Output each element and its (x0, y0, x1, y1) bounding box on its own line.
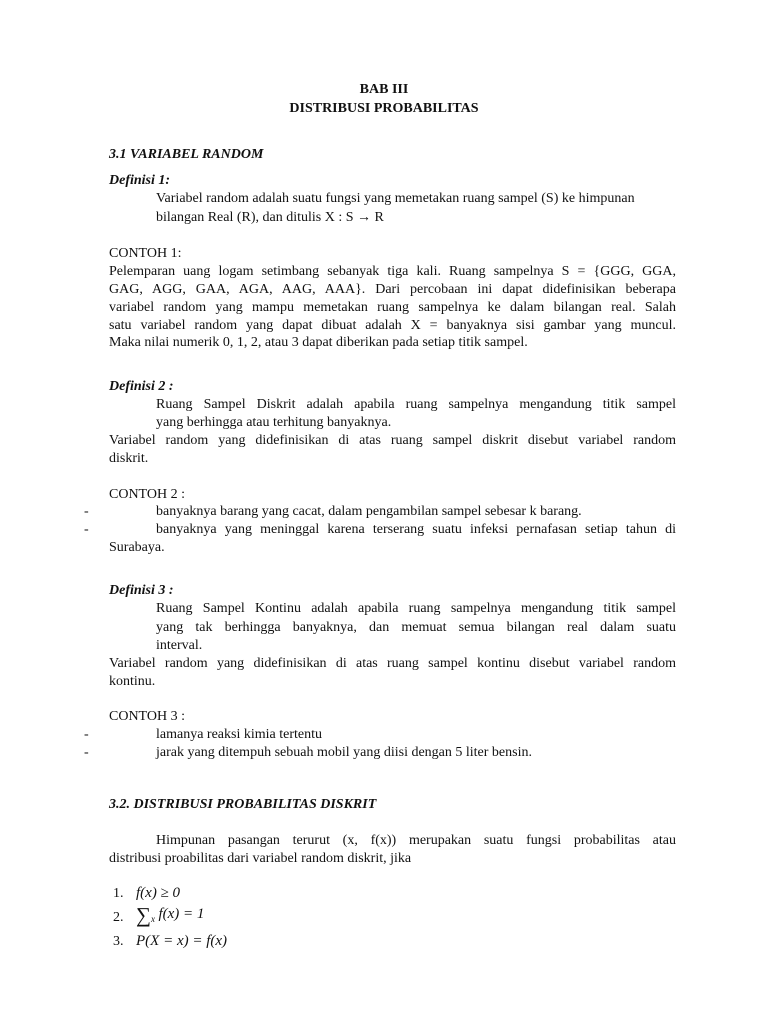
definition-2-label: Definisi 2 : (109, 379, 174, 394)
chapter-title: DISTRIBUSI PROBABILITAS (289, 101, 479, 116)
summation-sign: ∑ (136, 903, 151, 927)
definition-3-line-3: interval. (156, 638, 203, 653)
definition-2-line-3: Variabel random yang didefinisikan di atas ruang sampel diskrit disebut variabel random (109, 433, 676, 448)
example-1-line-5: Maka nilai numerik 0, 1, 2, atau 3 dapat diberikan pada setiap titik sampel. (109, 335, 528, 350)
example-2-item-2-line-1: banyaknya yang meninggal karena terserang suatu infeksi pernafasan setiap tahun di (156, 522, 676, 537)
definition-3-line-4: Variabel random yang didefinisikan di atas ruang sampel kontinu disebut variabel random (109, 656, 676, 671)
condition-1-number: 1. (113, 886, 124, 901)
condition-2-number: 2. (113, 910, 124, 925)
example-1-line-2: GAG, AGG, GAA, AGA, AAG, AAA}. Dari percobaan ini dapat didefinisikan beberapa (109, 282, 676, 297)
section-heading-distribusi-diskrit: 3.2. DISTRIBUSI PROBABILITAS DISKRIT (109, 797, 377, 812)
chapter-number: BAB III (359, 82, 409, 97)
condition-2-formula: f(x) = 1 (158, 906, 205, 923)
definition-2-line-2: yang berhingga atau terhitung banyaknya. (156, 415, 392, 430)
summation-index: x (150, 914, 155, 925)
example-3-bullet-2: - (84, 745, 89, 760)
definition-3-line-1: Ruang Sampel Kontinu adalah apabila ruang sampelnya mengandung titik sampel (156, 601, 676, 616)
definition-3-label: Definisi 3 : (109, 583, 174, 598)
example-2-item-2-line-2: Surabaya. (109, 540, 165, 555)
section-2-paragraph-line-1: Himpunan pasangan terurut (x, f(x)) merupakan suatu fungsi probabilitas atau (156, 833, 676, 848)
example-3-item-2: jarak yang ditempuh sebuah mobil yang diisi dengan 5 liter bensin. (156, 745, 532, 760)
example-2-item-1: banyaknya barang yang cacat, dalam pengambilan sampel sebesar k barang. (156, 504, 582, 519)
example-1-line-3: variabel random yang mampu memetakan ruang sampelnya ke dalam bilangan real. Salah (109, 300, 676, 315)
condition-3-formula: P(X = x) = f(x) (136, 933, 228, 949)
example-2-label: CONTOH 2 : (109, 487, 185, 502)
example-2-bullet-1: - (84, 504, 89, 519)
example-3-bullet-1: - (84, 727, 89, 742)
example-2-bullet-2: - (84, 522, 89, 537)
example-1-line-1: Pelemparan uang logam setimbang sebanyak tiga kali. Ruang sampelnya S = {GGG, GGA, (109, 264, 676, 279)
definition-1-line-1: Variabel random adalah suatu fungsi yang memetakan ruang sampel (S) ke himpunan (156, 191, 635, 206)
condition-1-formula: f(x) ≥ 0 (136, 885, 181, 901)
condition-2-formula-group (136, 904, 204, 930)
section-heading-variabel-random: 3.1 VARIABEL RANDOM (109, 147, 264, 162)
condition-3-number: 3. (113, 934, 124, 949)
definition-1-line-2: bilangan Real (R), dan ditulis X : S → R (156, 210, 384, 225)
example-3-label: CONTOH 3 : (109, 709, 185, 724)
definition-3-line-5: kontinu. (109, 674, 156, 689)
example-3-item-1: lamanya reaksi kimia tertentu (156, 727, 322, 742)
definition-1-label: Definisi 1: (109, 173, 171, 188)
definition-2-line-1: Ruang Sampel Diskrit adalah apabila ruang sampelnya mengandung titik sampel (156, 397, 676, 412)
example-1-label: CONTOH 1: (109, 246, 182, 261)
definition-3-line-2: yang tak berhingga banyaknya, dan memuat semua bilangan real dalam suatu (156, 620, 676, 635)
example-1-line-4: satu variabel random yang dapat dibuat adalah X = banyaknya sisi gambar yang muncul. (109, 318, 676, 333)
definition-2-line-4: diskrit. (109, 451, 149, 466)
section-2-paragraph-line-2: distribusi proabilitas dari variabel random diskrit, jika (109, 851, 412, 866)
